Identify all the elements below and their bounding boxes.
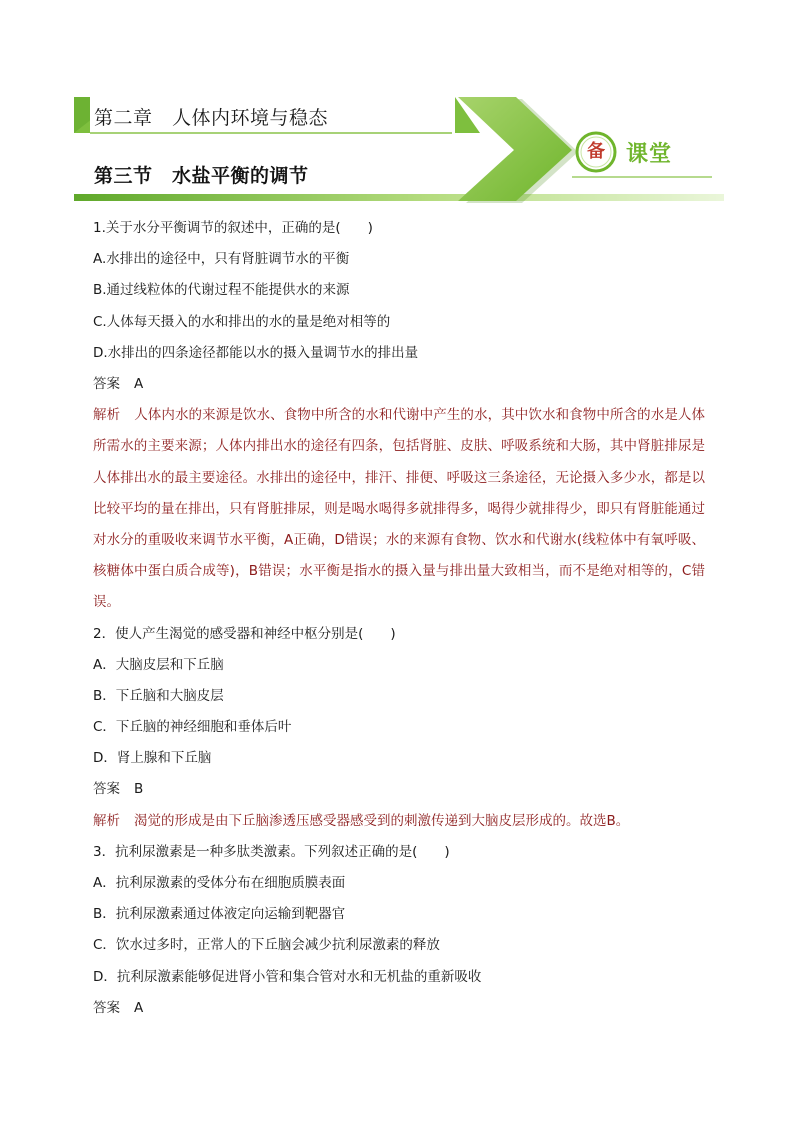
answer-label: 答案 xyxy=(93,999,120,1016)
analysis-paragraph xyxy=(93,400,705,618)
question-content xyxy=(93,213,705,1024)
answer-line xyxy=(93,774,705,805)
chapter-title: 第二章 人体内环境与稳态 xyxy=(94,107,329,129)
logo-char: 备 xyxy=(587,141,605,162)
chevron-shape xyxy=(458,97,572,201)
answer-value: B xyxy=(134,781,144,798)
bottom-green-bar xyxy=(74,194,724,201)
logo-text: 课堂 xyxy=(626,142,673,167)
option-b: B．抗利尿激素通过体液定向运输到靶器官 xyxy=(93,906,346,923)
answer-label: 答案 xyxy=(93,375,120,392)
analysis-text: 人体内水的来源是饮水、食物中所含的水和代谢中产生的水，其中饮水和食物中所含的水是人体所需水的主要来源；人体内排出水的途径有四条，包括肾脏、皮肤、呼吸系统和大肠，其中肾脏排尿是人体排出水的最主要途径。水排出的途径中，排汗、排便、呼吸这三条途径，无论摄入多少水，都是以比较平均的量在排出，只有肾脏排尿，则是喝水喝得多就排得多，喝得少就排得少，即只有肾脏能通过对水分的重吸收来调节水平衡，A正确，D错误；水的来源有食物、饮水和代谢水(线粒体中有氧呼吸、核糖体中蛋白质合成等)，B错误；水平衡是指水的摄入量与排出量大致相当，而不是绝对相等的，C错误。 xyxy=(93,407,706,611)
answer-line xyxy=(93,369,705,400)
answer-label: 答案 xyxy=(93,781,120,798)
question-stem: 3．抗利尿激素是一种多肽类激素。下列叙述正确的是( ) xyxy=(93,843,450,860)
analysis-text: 渴觉的形成是由下丘脑渗透压感受器感受到的刺激传递到大脑皮层形成的。故选B。 xyxy=(134,812,630,829)
option-a: A.水排出的途径中，只有肾脏调节水的平衡 xyxy=(93,251,350,268)
analysis-label: 解析 xyxy=(93,812,120,829)
analysis-label: 解析 xyxy=(93,407,121,424)
option-c: C．饮水过多时，正常人的下丘脑会减少抗利尿激素的释放 xyxy=(93,937,440,954)
answer-value: A xyxy=(134,999,144,1016)
analysis-paragraph xyxy=(93,806,705,837)
page-header xyxy=(0,0,794,215)
option-b: B.通过线粒体的代谢过程不能提供水的来源 xyxy=(93,282,350,299)
option-d: D.水排出的四条途径都能以水的摄入量调节水的排出量 xyxy=(93,344,419,361)
question-stem: 2．使人产生渴觉的感受器和神经中枢分别是( ) xyxy=(93,625,396,642)
option-d: D．抗利尿激素能够促进肾小管和集合管对水和无机盐的重新吸收 xyxy=(93,968,482,985)
option-a: A．大脑皮层和下丘脑 xyxy=(93,656,224,673)
answer-line xyxy=(93,993,705,1024)
option-c: C.人体每天摄入的水和排出的水的量是绝对相等的 xyxy=(93,313,391,330)
answer-value: A xyxy=(134,375,144,392)
question-stem: 1.关于水分平衡调节的叙述中，正确的是( ) xyxy=(93,220,373,236)
option-a: A．抗利尿激素的受体分布在细胞质膜表面 xyxy=(93,875,346,892)
option-b: B．下丘脑和大脑皮层 xyxy=(93,687,224,704)
option-d: D．肾上腺和下丘脑 xyxy=(93,750,212,767)
option-c: C．下丘脑的神经细胞和垂体后叶 xyxy=(93,719,292,736)
section-title: 第三节 水盐平衡的调节 xyxy=(94,165,309,187)
